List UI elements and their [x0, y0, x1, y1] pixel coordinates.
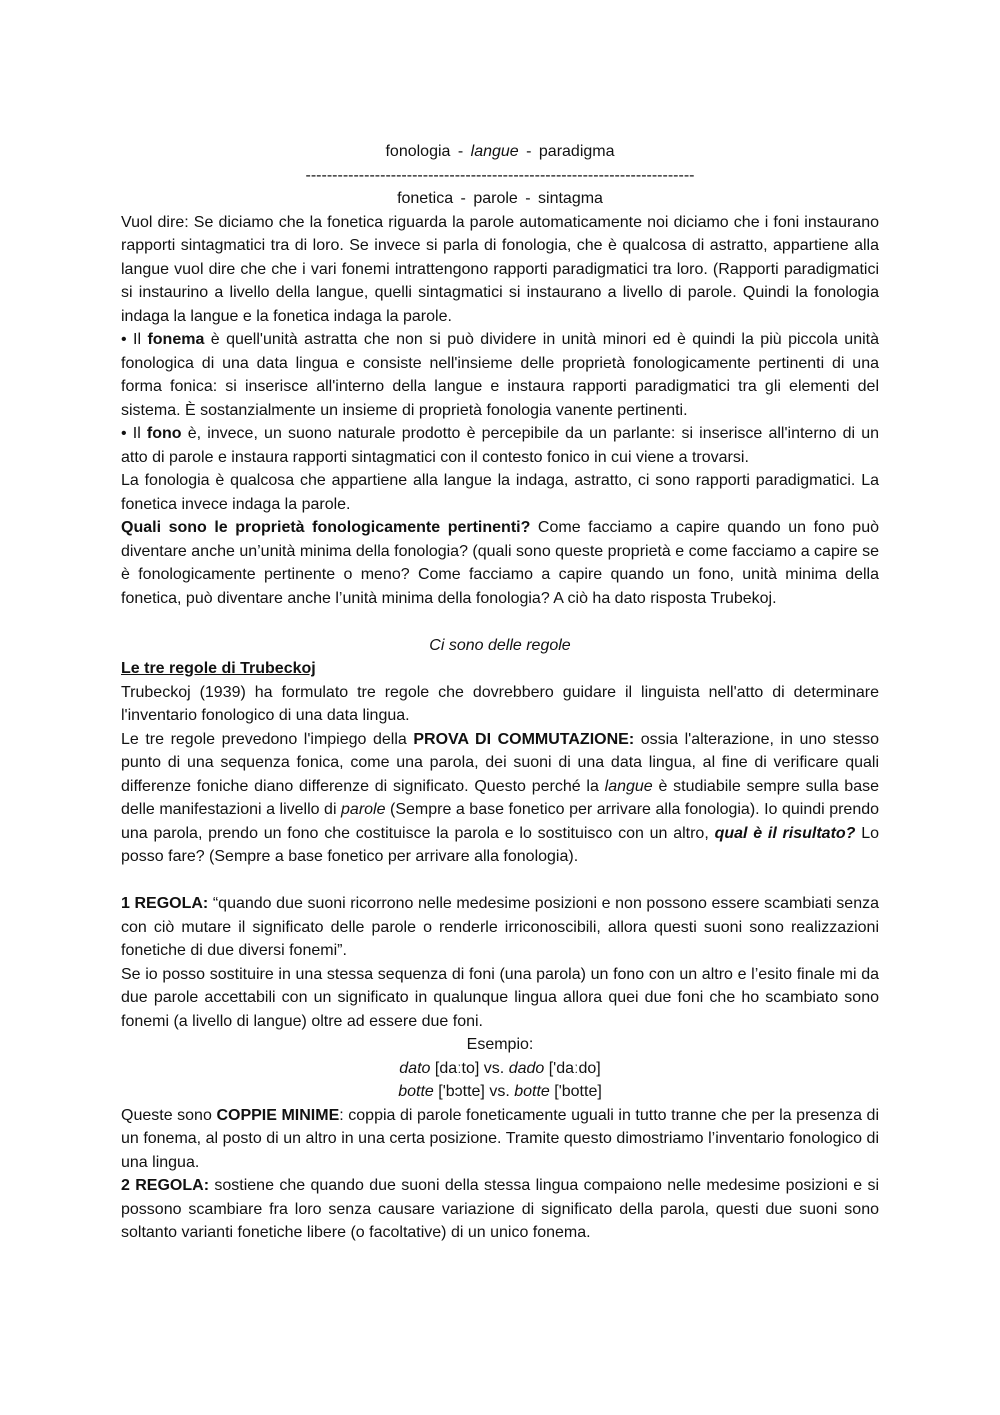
question-risultato: qual è il risultato?: [714, 824, 856, 842]
text-run: Lo posso fare? (Sempre a base fonetico per arrivare alla fonologia).: [121, 824, 880, 865]
rules-heading: [121, 634, 879, 658]
term-fonema: fonema: [147, 331, 205, 348]
header-line-2: fonetica - parole - sintagma: [397, 190, 603, 207]
example-1: [121, 1057, 879, 1081]
example-word: botte: [514, 1083, 550, 1100]
header-fonologia: fonologia -: [385, 143, 471, 160]
example-transcription: ['daːdo]: [544, 1059, 601, 1077]
bullet-text: • Il: [121, 425, 147, 442]
rule-2-label: 2 REGOLA:: [121, 1177, 210, 1194]
header-line-1: [121, 140, 879, 164]
rules-heading-text: Ci sono delle regole: [429, 636, 571, 654]
rule-2-text: sostiene che quando due suoni della stessa lingua compaiono nelle medesime posizioni e si possono scambiare fra loro senza causare variazione di significato della parola, questi due suoni sono soltanto varianti fonetiche libere (o facoltative) di un unico fonema.: [121, 1177, 879, 1241]
term-fono: fono: [146, 425, 182, 442]
paragraph-rule-2: [121, 1174, 879, 1245]
spacer: [121, 869, 879, 893]
document-page: [121, 140, 879, 1245]
paragraph-rule-1: [121, 892, 879, 963]
text-run: Queste sono: [121, 1106, 217, 1124]
example-word: dado: [508, 1059, 545, 1077]
section-title: [121, 657, 879, 681]
example-word: dato: [399, 1059, 431, 1077]
header-paradigma: - paradigma: [518, 143, 615, 160]
example-transcription: ['botte]: [549, 1083, 602, 1100]
paragraph-coppie-minime: [121, 1104, 879, 1175]
paragraph-trubeckoj: Trubeckoj (1939) ha formulato tre regole che dovrebbero guidare il linguista nell'atto di determinare l'inventario fonologico di una data lingua.: [121, 683, 879, 724]
example-transcription: ['bɔtte] vs.: [433, 1083, 515, 1100]
fono-definition: è, invece, un suono naturale prodotto è percepibile da un parlante: si inserisce all'interno di un atto di parole e instaura rapporti sintagmatici con il contesto fonico in cui viene a trovarsi.: [121, 425, 879, 466]
rule-1-label: 1 REGOLA:: [121, 895, 209, 912]
section-title-text: Le tre regole di Trubeckoj: [121, 660, 316, 677]
term-langue: langue: [604, 777, 653, 795]
paragraph-fonema: [121, 328, 879, 422]
spacer: [121, 610, 879, 634]
term-prova-commutazione: PROVA DI COMMUTAZIONE:: [413, 730, 635, 748]
header-langue: langue: [470, 143, 519, 160]
paragraph-commutazione: [121, 728, 879, 869]
bullet-text: • Il: [121, 331, 148, 348]
text-run: Le tre regole prevedono l'impiego della: [121, 730, 414, 748]
question-bold: Quali sono le proprietà fonologicamente pertinenti?: [121, 519, 531, 536]
text-run: (Sempre a base fonetico per arrivare alla fonologia). Io quindi prendo una parola, prendo un fono che costituisce la parola e lo sostituisco con un altro,: [121, 801, 880, 842]
term-coppie-minime: COPPIE MINIME: [216, 1106, 340, 1124]
paragraph-fono: [121, 422, 879, 469]
question-text: Come facciamo a capire quando un fono può diventare anche un’unità minima della fonologia? (quali sono queste proprietà e come facciamo a capire se è fonologicamente pertinente o meno? Come facciamo a capire quando un fono, unità minima della fonetica, può diventare anche l’unità minima della fonologia? A ciò ha dato risposta Trubekoj.: [121, 519, 879, 607]
paragraph-summary: La fonologia è qualcosa che appartiene alla langue la indaga, astratto, ci sono rapporti paradigmatici. La fonetica invece indaga la parole.: [121, 472, 879, 513]
fonema-definition: è quell'unità astratta che non si può dividere in unità minori ed è quindi la più piccola unità fonologica di una data lingua e consiste nell'insieme delle proprietà fonologicamente pertinenti di una forma fonica: si inserisce all'interno della langue e instaura rapporti paradigmatici tra gli elementi del sistema. È sostanzialmente un insieme di proprietà fonologia vanente pertinenti.: [121, 331, 879, 419]
example-transcription: [daːto] vs.: [430, 1059, 509, 1077]
example-word: botte: [398, 1083, 434, 1100]
paragraph-question: [121, 516, 879, 610]
header-divider: -------------------------------------------------------------------------: [305, 166, 695, 184]
example-2: [121, 1080, 879, 1104]
text-run: : coppia di parole foneticamente uguali in tutto tranne che per la presenza di un fonema, al posto di un altro in una certa posizione. Tramite questo dimostriamo l’inventario fonologico di una lingua.: [121, 1106, 880, 1171]
paragraph-intro: Vuol dire: Se diciamo che la fonetica riguarda la parole automaticamente noi diciamo che i foni instaurano rapporti sintagmatici tra di loro. Se invece si parla di fonologia, che è qualcosa di astratto, appartiene alla langue vuol dire che che i vari fonemi intrattengono rapporti paradigmatici tra loro. (Rapporti paradigmatici si instaurino a livello della langue, quelli sintagmatici si instaurano a livello di parole. Quindi la fonologia indaga la langue e la fonetica indaga la parole.: [121, 213, 879, 325]
paragraph-substitution: Se io posso sostituire in una stessa sequenza di foni (una parola) un fono con un altro e l’esito finale mi da due parole accettabili con un significato in qualunque lingua allora quei due foni che ho scambiato sono fonemi (a livello di langue) oltre ad essere due foni.: [121, 965, 879, 1030]
example-label: Esempio:: [466, 1036, 534, 1053]
rule-1-text: “quando due suoni ricorrono nelle medesime posizioni e non possono essere scambiati senza con ciò mutare il significato delle parole o renderle irriconoscibili, allora questi suoni sono realizzazioni fonetiche di due diversi fonemi”.: [121, 895, 879, 959]
term-parole: parole: [341, 801, 386, 818]
text-run: è studiabile sempre sulla base delle manifestazioni a livello di: [121, 777, 879, 818]
text-run: ossia l'alterazione, in uno stesso punto di una sequenza fonica, come una parola, dei suoni di una data lingua, al fine di verificare quali differenze foniche diano differenze di significato. Questo perché la: [121, 730, 880, 795]
